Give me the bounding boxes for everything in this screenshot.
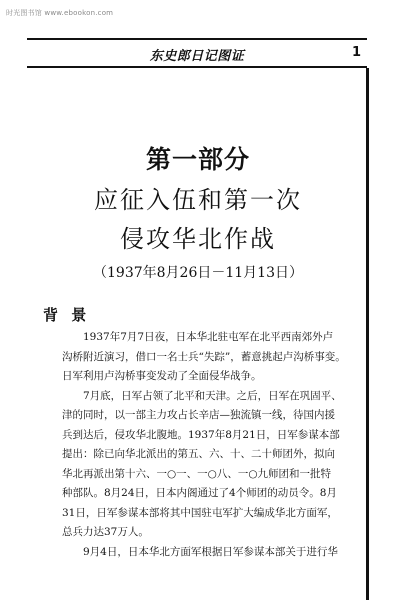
running-header — [27, 38, 367, 68]
text-line: 总兵力达37万人。 — [62, 526, 149, 538]
part-title: 第一部分 — [145, 145, 250, 174]
text-line: 31日，日军参谋本部将其中国驻屯军扩大编成华北方面军， — [62, 506, 338, 519]
text-line: 7月底，日军占领了北平和天津。之后，日军在巩固平、 — [83, 389, 342, 402]
text-line: 9月4日，日本华北方面军根据日军参谋本部关于进行华 — [83, 545, 338, 558]
section-heading: 背 景 — [43, 306, 91, 324]
body-text — [62, 328, 362, 562]
header-title: 东史郎日记图证 — [149, 49, 245, 64]
date-range: （1937年8月26日－11月13日） — [93, 265, 303, 281]
watermark: 时光图书馆 www.ebookon.com — [6, 9, 114, 17]
page-number: 1 — [351, 45, 361, 60]
text-line: 兵到达后，侵攻华北腹地。1937年8月21日，日军参谋本部 — [62, 428, 340, 441]
text-line: 沟桥附近演习，借口一名士兵“失踪”，蓄意挑起卢沟桥事变。 — [62, 350, 346, 363]
text-line: 华北再派出第十六、一○一、一○八、一○九师团和一批特 — [62, 467, 331, 480]
text-line: 提出：除已向华北派出的第五、六、十、二十师团外，拟向 — [62, 448, 335, 460]
text-line: 1937年7月7日夜，日本华北驻屯军在北平西南郊外卢 — [83, 331, 334, 343]
text-line: 日军利用卢沟桥事变发动了全面侵华战争。 — [62, 370, 262, 382]
text-line: 种部队。8月24日，日本内阁通过了4个师团的动员令。8月 — [62, 487, 337, 499]
chapter-subtitle-line-2: 侵攻华北作战 — [120, 225, 276, 253]
chapter-subtitle-line-1: 应征入伍和第一次 — [94, 186, 302, 214]
text-line: 津的同时，以一部主力攻占长辛店—独流镇一线，待国内援 — [62, 409, 335, 421]
